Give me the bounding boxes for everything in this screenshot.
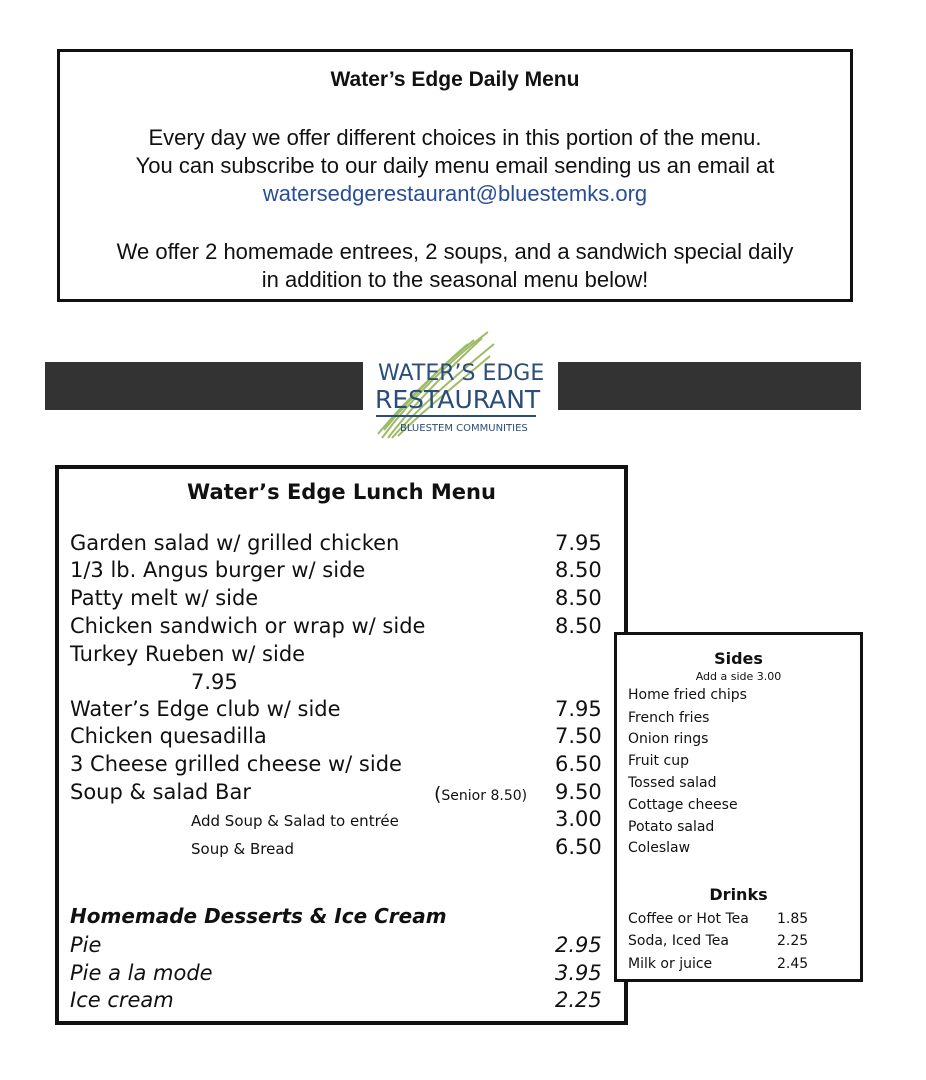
- lunch-item-name: Add Soup & Salad to entrée: [191, 812, 399, 830]
- drink-item-name: Coffee or Hot Tea: [628, 911, 749, 927]
- senior-price-note: [434, 783, 527, 805]
- logo-line-1: WATER’S EDGE: [378, 361, 545, 386]
- dessert-item-name: Ice cream: [70, 988, 174, 1012]
- sides-title: Sides: [714, 649, 763, 668]
- drink-item-name: Milk or juice: [628, 956, 713, 972]
- side-item: Home fried chips: [628, 687, 747, 703]
- lunch-item-price: 7.95: [555, 697, 602, 721]
- side-item: Fruit cup: [628, 753, 689, 769]
- lunch-item-name: Chicken sandwich or wrap w/ side: [70, 614, 426, 638]
- drink-item-name: Soda, Iced Tea: [628, 933, 729, 949]
- lunch-item-name: Chicken quesadilla: [70, 724, 267, 748]
- lunch-menu-box: [55, 465, 628, 1025]
- side-item: Cottage cheese: [628, 797, 738, 813]
- daily-menu-title: Water’s Edge Daily Menu: [330, 68, 580, 91]
- lunch-item-name: Water’s Edge club w/ side: [70, 697, 341, 721]
- lunch-item-price: 6.50: [555, 835, 602, 859]
- drink-item-price: 2.25: [777, 933, 809, 949]
- dessert-item-name: Pie a la mode: [70, 961, 213, 985]
- daily-menu-line-1: Every day we offer different choices in this portion of the menu.: [148, 125, 762, 150]
- lunch-menu-title: Water’s Edge Lunch Menu: [187, 480, 496, 504]
- lunch-item-price: 8.50: [555, 558, 602, 582]
- lunch-item-price: 6.50: [555, 752, 602, 776]
- lunch-item-name: Soup & Bread: [191, 840, 295, 858]
- senior-note-text: Senior 8.50): [441, 788, 528, 804]
- side-item: Potato salad: [628, 819, 715, 835]
- lunch-item-price: 8.50: [555, 614, 602, 638]
- daily-menu-line-4: in addition to the seasonal menu below!: [261, 267, 649, 292]
- grass-logo-icon: [370, 330, 560, 440]
- daily-menu-line-3: We offer 2 homemade entrees, 2 soups, and a sandwich special daily: [116, 239, 794, 264]
- lunch-item-name: 3 Cheese grilled cheese w/ side: [70, 752, 402, 776]
- dessert-item-price: 3.95: [555, 961, 602, 985]
- side-item: French fries: [628, 710, 710, 726]
- daily-menu-email-link[interactable]: watersedgerestaurant@bluestemks.org: [262, 181, 648, 206]
- sides-drinks-box: [614, 632, 863, 982]
- restaurant-logo: [370, 330, 560, 440]
- lunch-item-name: Turkey Rueben w/ side: [70, 642, 306, 666]
- desserts-title: Homemade Desserts & Ice Cream: [70, 904, 447, 928]
- side-item: Coleslaw: [628, 840, 691, 856]
- lunch-item-price: 7.95: [191, 670, 238, 694]
- dessert-item-name: Pie: [70, 933, 102, 957]
- lunch-item-name: 1/3 lb. Angus burger w/ side: [70, 558, 366, 582]
- lunch-item-name: Garden salad w/ grilled chicken: [70, 531, 400, 555]
- lunch-item-name: Soup & salad Bar: [70, 780, 251, 804]
- drink-item-price: 1.85: [777, 911, 809, 927]
- logo-line-3: BLUESTEM COMMUNITIES: [400, 423, 528, 434]
- daily-menu-line-2: You can subscribe to our daily menu email sending us an email at: [135, 153, 775, 178]
- drinks-title: Drinks: [709, 885, 768, 904]
- lunch-item-price: 7.95: [555, 531, 602, 555]
- lunch-item-price: 8.50: [555, 586, 602, 610]
- side-item: Onion rings: [628, 731, 709, 747]
- side-item: Tossed salad: [628, 775, 717, 791]
- senior-note-paren: (: [434, 783, 442, 805]
- drink-item-price: 2.45: [777, 956, 809, 972]
- banner-bar-left: [45, 362, 363, 410]
- daily-menu-box: [57, 49, 853, 302]
- lunch-item-price: 3.00: [555, 807, 602, 831]
- dessert-item-price: 2.25: [555, 988, 602, 1012]
- banner-bar-right: [558, 362, 861, 410]
- sides-note: Add a side 3.00: [695, 670, 782, 683]
- lunch-item-name: Patty melt w/ side: [70, 586, 259, 610]
- dessert-item-price: 2.95: [555, 933, 602, 957]
- lunch-item-price: 9.50: [555, 780, 602, 804]
- lunch-item-price: 7.50: [555, 724, 602, 748]
- logo-line-2: RESTAURANT: [375, 385, 541, 414]
